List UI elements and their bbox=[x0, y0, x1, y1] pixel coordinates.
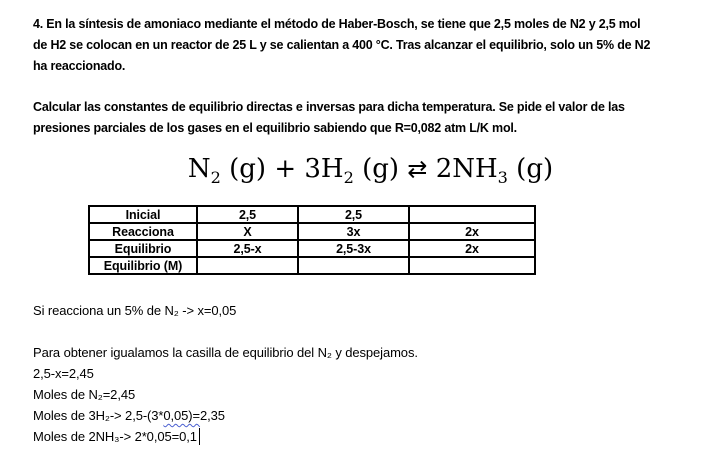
chemical-equation bbox=[0, 152, 713, 186]
question-line-1: Calcular las constantes de equilibrio directas e inversas para dicha temperatura. Se pide el valor de las bbox=[33, 100, 625, 114]
equation-term: (g) + 3H bbox=[220, 154, 344, 184]
table-cell bbox=[298, 257, 409, 274]
question-text bbox=[33, 97, 703, 139]
table-row-equilibrio bbox=[89, 240, 535, 257]
equation-term: 2NH bbox=[427, 154, 498, 184]
table-cell: 2,5-x bbox=[197, 240, 298, 257]
table-row-reacciona bbox=[89, 223, 535, 240]
ice-table bbox=[88, 205, 536, 275]
table-cell: 2,5 bbox=[197, 206, 298, 223]
table-cell: 2,5-3x bbox=[298, 240, 409, 257]
equilibrium-arrow-icon: ⇄ bbox=[407, 155, 428, 183]
table-cell: Inicial bbox=[89, 206, 197, 223]
problem-line-3: ha reaccionado. bbox=[33, 59, 126, 73]
table-row-inicial bbox=[89, 206, 535, 223]
solution-line-moles-h2 bbox=[33, 405, 418, 426]
table-cell: 3x bbox=[298, 223, 409, 240]
solution-block bbox=[33, 300, 418, 447]
table-cell: Reacciona bbox=[89, 223, 197, 240]
equation-term: (g) bbox=[507, 154, 554, 184]
table-cell: Equilibrio bbox=[89, 240, 197, 257]
problem-statement bbox=[33, 14, 703, 77]
solution-line-despejamos: Para obtener igualamos la casilla de equilibrio del N₂ y despejamos. bbox=[33, 345, 418, 360]
equation-term: N bbox=[187, 154, 211, 184]
table-cell bbox=[409, 257, 535, 274]
equation-subscript: 3 bbox=[497, 168, 508, 188]
table-cell: Equilibrio (M) bbox=[89, 257, 197, 274]
grammar-check-underline: 0,05)= bbox=[163, 408, 201, 423]
table-cell bbox=[409, 206, 535, 223]
solution-text-segment: 2,35 bbox=[200, 408, 225, 423]
solution-line-moles-nh3 bbox=[33, 426, 418, 447]
question-line-2: presiones parciales de los gases en el equilibrio sabiendo que R=0,082 atm L/K mol. bbox=[33, 121, 517, 135]
solution-text-segment: Moles de 2NH₃-> 2*0,05=0,1 bbox=[33, 429, 197, 444]
blank-line bbox=[33, 321, 418, 342]
equation-subscript: 2 bbox=[210, 168, 221, 188]
solution-text-segment: Moles de 3H₂-> 2,5-(3* bbox=[33, 408, 164, 423]
equation-term: (g) bbox=[353, 154, 408, 184]
table-row-equilibrio-m bbox=[89, 257, 535, 274]
table-cell: X bbox=[197, 223, 298, 240]
problem-line-2: de H2 se colocan en un reactor de 25 L y se calientan a 400 °C. Tras alcanzar el equilibrio, solo un 5% de N2 bbox=[33, 38, 651, 52]
table-cell: 2,5 bbox=[298, 206, 409, 223]
equation-subscript: 2 bbox=[343, 168, 354, 188]
table-cell: 2x bbox=[409, 240, 535, 257]
table-cell bbox=[197, 257, 298, 274]
text-cursor bbox=[199, 428, 201, 445]
problem-line-1: 4. En la síntesis de amoniaco mediante el método de Haber-Bosch, se tiene que 2,5 moles de N2 y 2,5 mol bbox=[33, 17, 641, 31]
solution-line-resta: 2,5-x=2,45 bbox=[33, 366, 94, 381]
table-cell: 2x bbox=[409, 223, 535, 240]
solution-line-moles-n2: Moles de N₂=2,45 bbox=[33, 387, 136, 402]
solution-line-x-value: Si reacciona un 5% de N₂ -> x=0,05 bbox=[33, 303, 237, 318]
